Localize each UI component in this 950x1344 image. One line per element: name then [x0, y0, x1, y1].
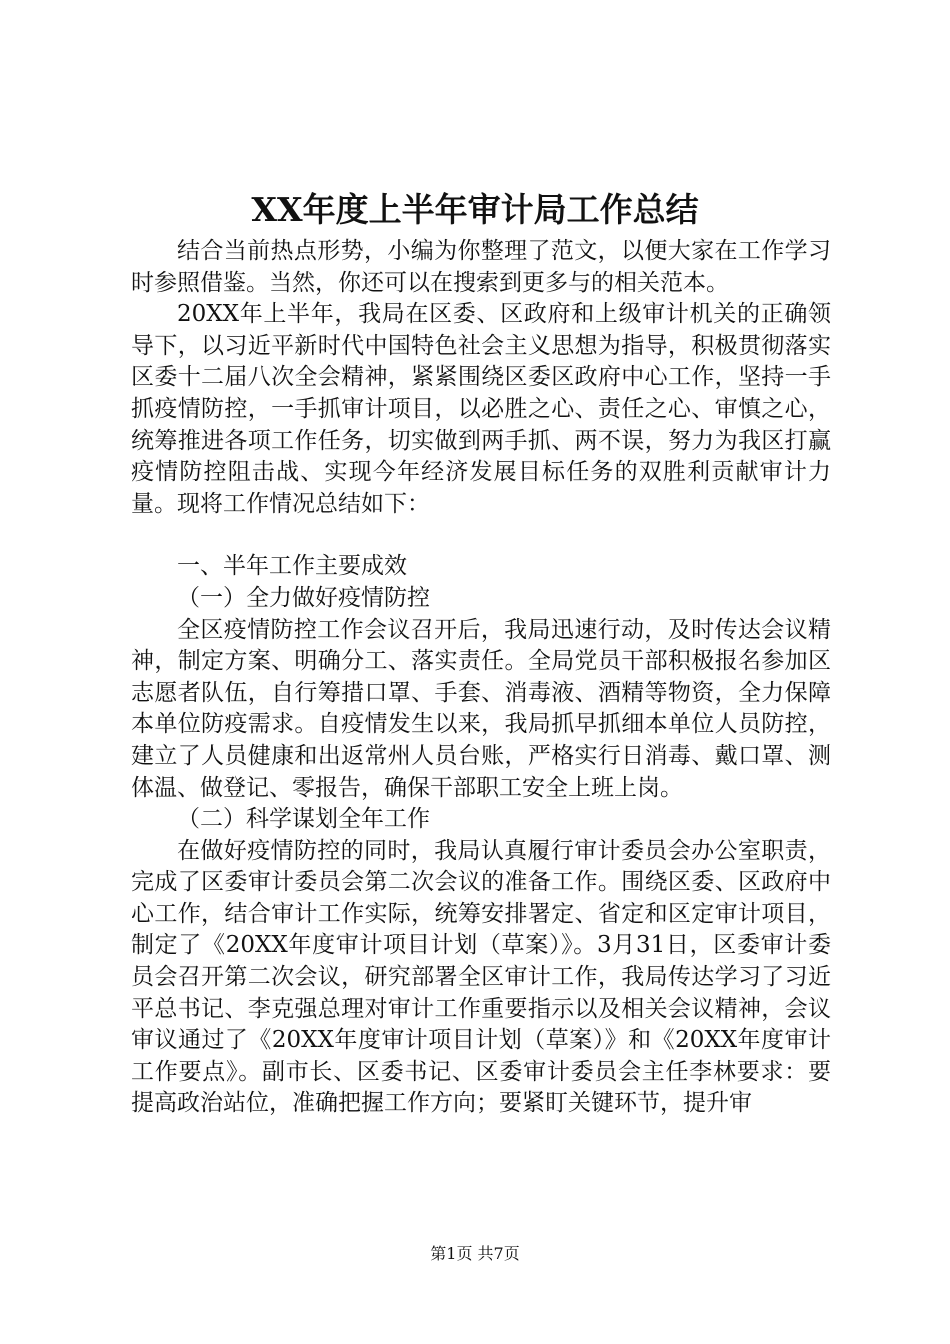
subsection-paragraph-1: 全区疫情防控工作会议召开后，我局迅速行动，及时传达会议精神，制定方案、明确分工、落实责任。全局党员干部积极报名参加区志愿者队伍，自行筹措口罩、手套、消毒液、酒精等物资，全力保障本单位防疫需求。自疫情发生以来，我局抓早抓细本单位人员防控，建立了人员健康和出返常州人员台账，严格实行日消毒、戴口罩、测体温、做登记、零报告，确保干部职工安全上班上岗。 [131, 616, 831, 801]
intro-paragraph: 结合当前热点形势，小编为你整理了范文，以便大家在工作学习时参照借鉴。当然，你还可以在搜索到更多与的相关范本。 [131, 238, 831, 296]
subsection-paragraph-2: 在做好疫情防控的同时，我局认真履行审计委员会办公室职责，完成了区委审计委员会第二次会议的准备工作。围绕区委、区政府中心工作，结合审计工作实际，统筹安排署定、省定和区定审计项目，制定了《20XX年度审计项目计划（草案）》。3月31日，区委审计委员会召开第二次会议，研究部署全区审计工作，我局传达学习了习近平总书记、李克强总理对审计工作重要指示以及相关会议精神，会议审议通过了《20XX年度审计项目计划（草案）》和《20XX年度审计工作要点》。副市长、区委书记、区委审计委员会主任李林要求：要提高政治站位，准确把握工作方向；要紧盯关键环节，提升审 [131, 837, 831, 1117]
document-title: XX年度上半年审计局工作总结 [251, 190, 699, 229]
section-heading-1: 一、半年工作主要成效 [177, 553, 407, 580]
subsection-heading-1: （一）全力做好疫情防控 [177, 584, 430, 611]
page-number-footer: 第1页 共7页 [430, 1244, 520, 1263]
overview-paragraph: 20XX年上半年，我局在区委、区政府和上级审计机关的正确领导下，以习近平新时代中国特色社会主义思想为指导，积极贯彻落实区委十二届八次全会精神，紧紧围绕区委区政府中心工作，坚持一手抓疫情防控，一手抓审计项目，以必胜之心、责任之心、审慎之心，统筹推进各项工作任务，切实做到两手抓、两不误，努力为我区打赢疫情防控阻击战、实现今年经济发展目标任务的双胜利贡献审计力量。现将工作情况总结如下： [131, 301, 831, 517]
document-body [131, 236, 831, 1120]
subsection-heading-2: （二）科学谋划全年工作 [177, 806, 430, 833]
paragraph-gap [131, 520, 831, 551]
